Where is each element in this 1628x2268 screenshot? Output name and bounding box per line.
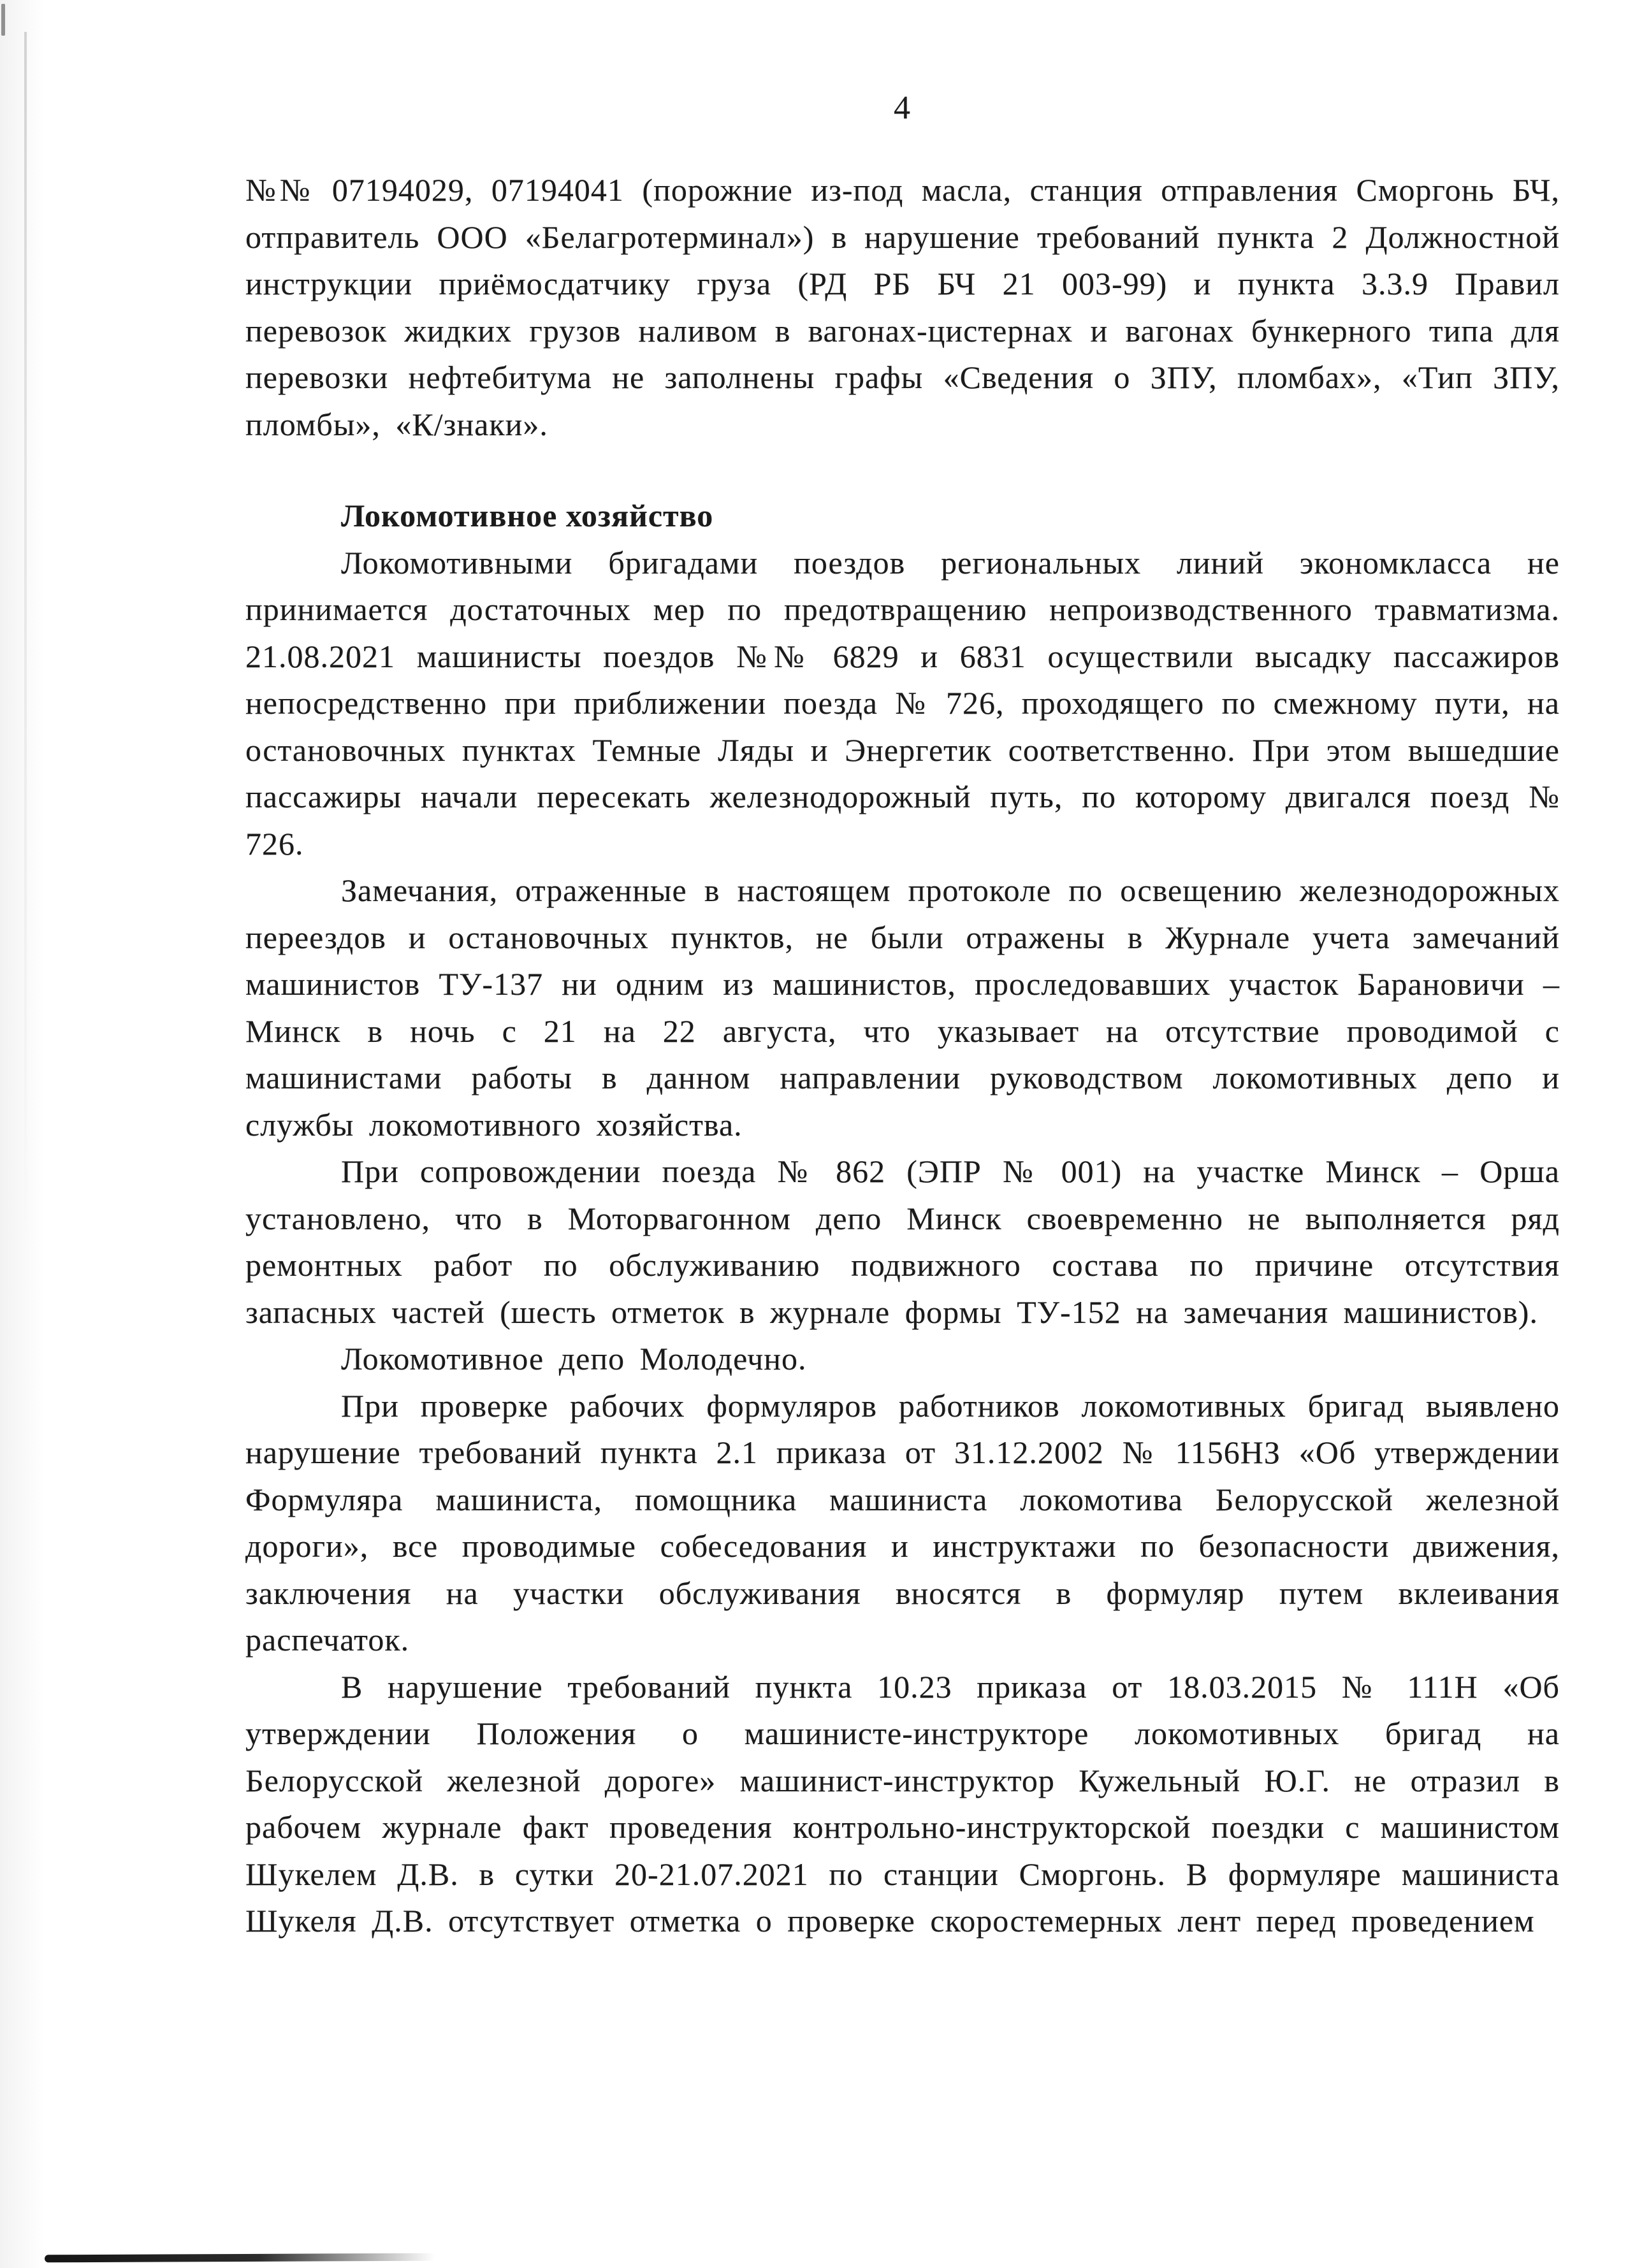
document-body <box>245 89 1560 1945</box>
paragraph-train-862-depot-minsk: При сопровождении поезда № 862 (ЭПР № 001) на участке Минск – Орша установлено, что в Моторвагонном депо Минск своевременно не выполняется ряд ремонтных работ по обслуживанию подвижного состава по причине отсутствия запасных частей (шесть отметок в журнале формы ТУ-152 на замечания машинистов). <box>245 1153 1560 1330</box>
paragraph-depot-molodechno: Локомотивное депо Молодечно. <box>341 1341 807 1376</box>
scan-edge-shading <box>0 0 45 2268</box>
scan-artifact-left-line <box>24 32 27 1243</box>
paragraph-cargo-documentation-violations: №№ 07194029, 07194041 (порожние из-под масла, станция отправления Сморгонь БЧ, отправитель ООО «Белагротерминал») в нарушение требований пункта 2 Должностной инструкции приёмосдатчику груза (РД РБ БЧ 21 003-99) и пункта 3.3.9 Правил перевозок жидких грузов наливом в вагонах-цистернах и вагонах бункерного типа для перевозки нефтебитума не заполнены графы «Сведения о ЗПУ, пломбах», «Тип ЗПУ, пломбы», «К/знаки». <box>245 172 1560 442</box>
section-heading-locomotive-facilities: Локомотивное хозяйство <box>341 498 714 533</box>
paragraph-formular-check-violation: При проверке рабочих формуляров работников локомотивных бригад выявлено нарушение требований пункта 2.1 приказа от 31.12.2002 № 1156НЗ «Об утверждении Формуляра машиниста, помощника машиниста локомотива Белорусской железной дороги», все проводимые собеседования и инструктажи по безопасности движения, заключения на участки обслуживания вносятся в формуляр путем вклеивания распечаток. <box>245 1387 1560 1658</box>
paragraph-passenger-disembarkation-incident: Локомотивными бригадами поездов региональных линий экономкласса не принимается достаточных мер по предотвращению непроизводственного травматизма. 21.08.2021 машинисты поездов №№ 6829 и 6831 осуществили высадку пассажиров непосредственно при приближении поезда № 726, проходящего по смежному пути, на остановочных пунктах Темные Ляды и Энергетик соответственно. При этом вышедшие пассажиры начали пересекать железнодорожный путь, по которому двигался поезд № 726. <box>245 544 1560 862</box>
page-number: 4 <box>894 90 912 126</box>
scan-artifact-corner-mark <box>1 4 5 36</box>
paragraph-instructor-journal-violation: В нарушение требований пункта 10.23 приказа от 18.03.2015 № 111Н «Об утверждении Положения о машинисте-инструкторе локомотивных бригад на Белорусской железной дороге» машинист-инструктор Кужельный Ю.Г. не отразил в рабочем журнале факт проведения контрольно-инструкторской поездки с машинистом Шукелем Д.В. в сутки 20-21.07.2021 по станции Сморгонь. В формуляре машиниста Шукеля Д.В. отсутствует отметка о проверке скоростемерных лент перед проведением <box>245 1668 1560 1939</box>
paragraph-journal-tu137-remarks: Замечания, отраженные в настоящем протоколе по освещению железнодорожных переездов и остановочных пунктов, не были отражены в Журнале учета замечаний машинистов ТУ-137 ни одним из машинистов, проследовавших участок Барановичи – Минск в ночь с 21 на 22 августа, что указывает на отсутствие проводимой с машинистами работы в данном направлении руководством локомотивных депо и службы локомотивного хозяйства. <box>245 872 1560 1143</box>
scan-artifact-bottom-smudge <box>45 2253 435 2263</box>
